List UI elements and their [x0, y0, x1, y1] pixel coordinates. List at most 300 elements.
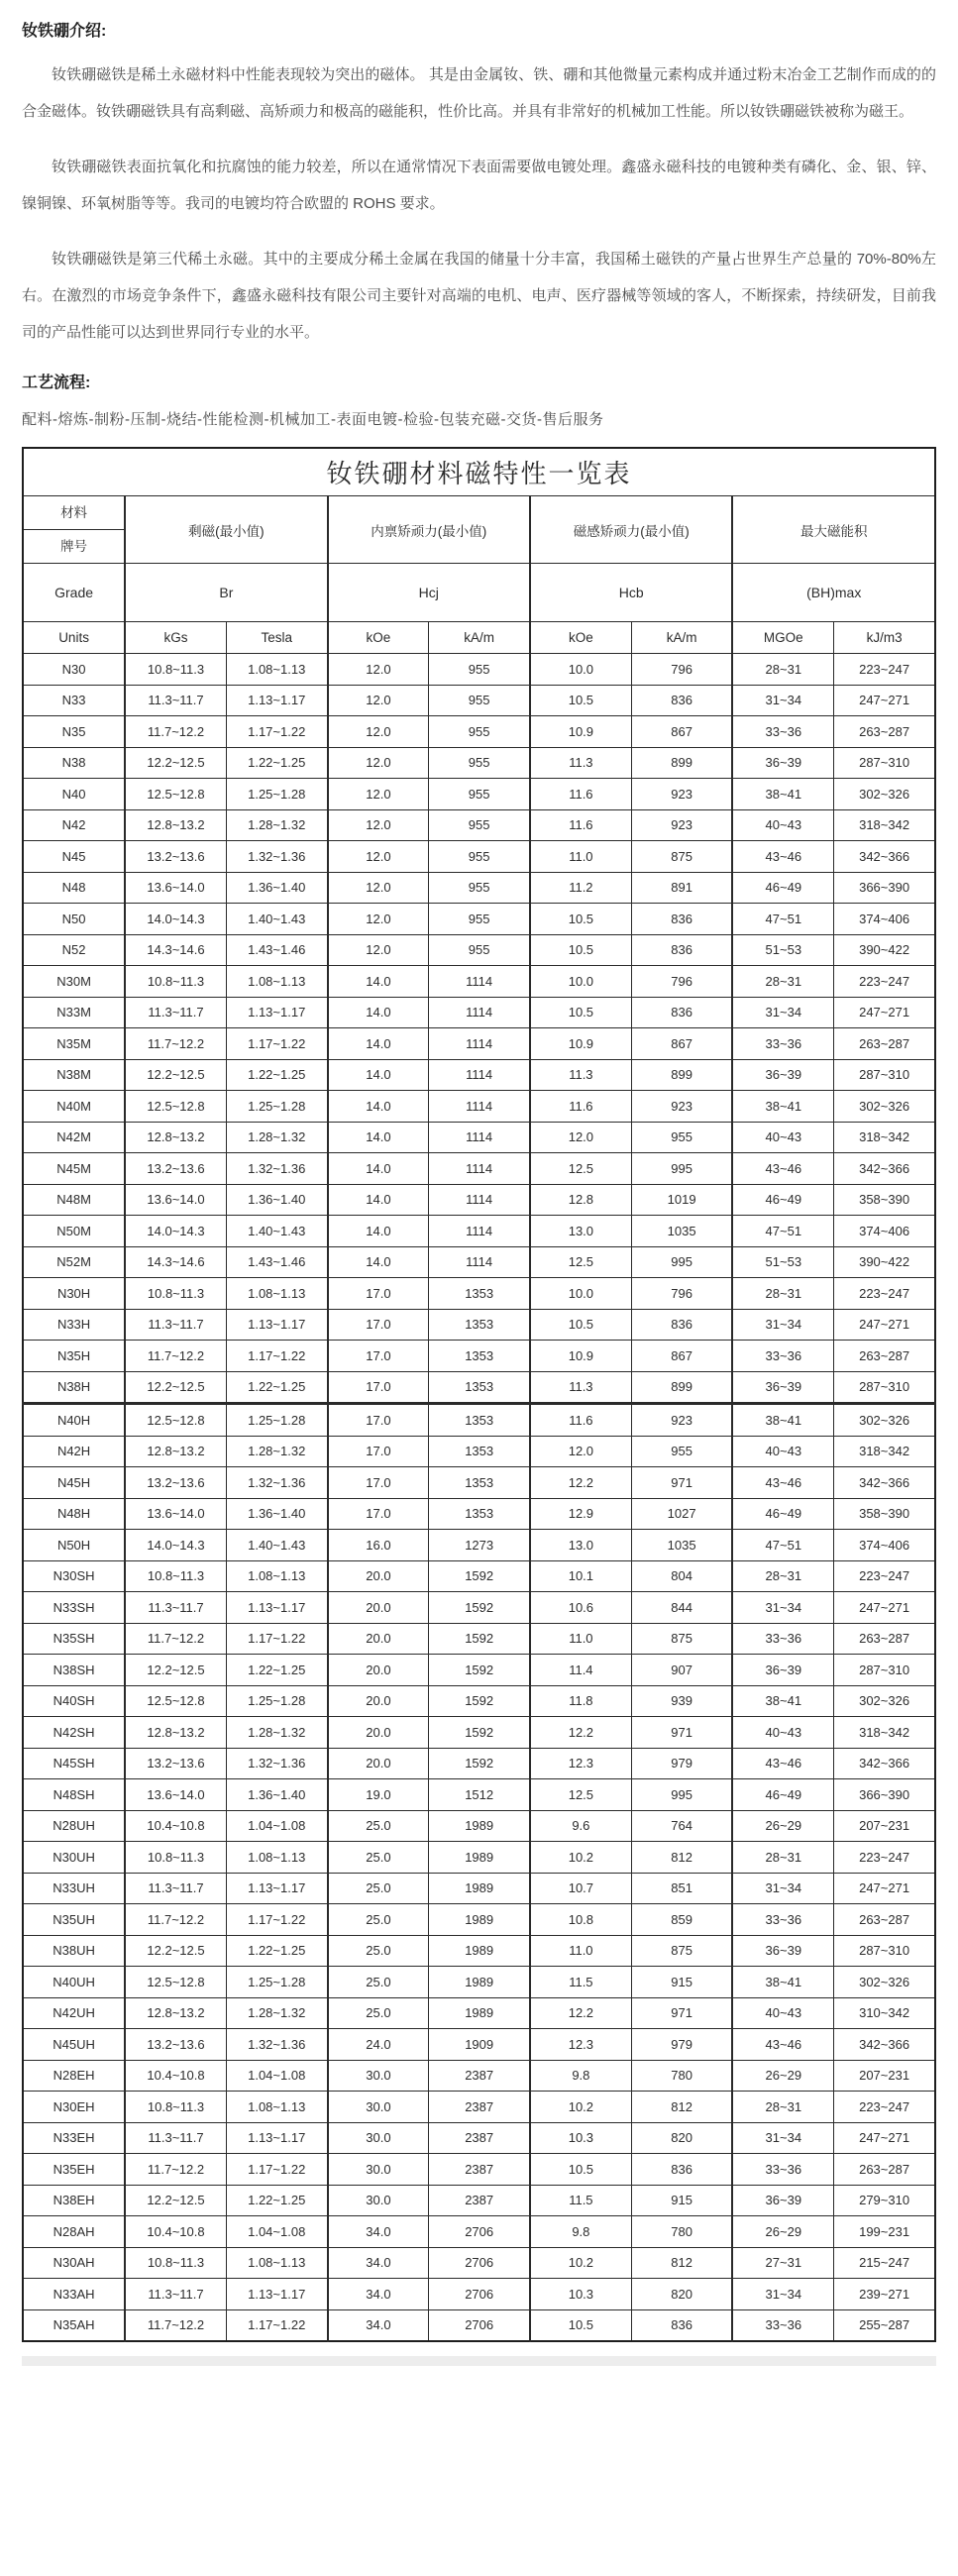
cell-hcj-koe: 12.0 — [328, 904, 429, 935]
cell-hcj-kam: 955 — [429, 809, 530, 841]
cell-bhmax-kjm3: 263~287 — [834, 716, 935, 748]
cell-br-tesla: 1.32~1.36 — [226, 1153, 327, 1185]
grade-label: Grade — [23, 564, 125, 622]
table-row — [23, 747, 935, 779]
cell-bhmax-mgoe: 33~36 — [732, 1623, 833, 1655]
cell-br-tesla: 1.13~1.17 — [226, 2279, 327, 2310]
table-row — [23, 1091, 935, 1123]
cell-br-tesla: 1.17~1.22 — [226, 1904, 327, 1936]
cell-bhmax-mgoe: 33~36 — [732, 1341, 833, 1372]
cell-hcj-kam: 1989 — [429, 1810, 530, 1842]
cell-hcb-kam: 820 — [631, 2279, 732, 2310]
cell-grade: N48 — [23, 872, 125, 904]
cell-bhmax-mgoe: 28~31 — [732, 966, 833, 998]
cell-hcb-koe: 10.8 — [530, 1904, 631, 1936]
cell-br-kgs: 14.0~14.3 — [125, 1530, 226, 1561]
cell-bhmax-mgoe: 40~43 — [732, 1717, 833, 1749]
cell-hcj-kam: 2387 — [429, 2122, 530, 2154]
cell-hcj-kam: 1592 — [429, 1685, 530, 1717]
cell-hcj-koe: 12.0 — [328, 654, 429, 686]
cell-br-kgs: 13.6~14.0 — [125, 1779, 226, 1811]
cell-hcb-koe: 11.5 — [530, 1967, 631, 1998]
cell-hcb-kam: 780 — [631, 2060, 732, 2092]
cell-grade: N35EH — [23, 2154, 125, 2186]
table-row — [23, 1842, 935, 1874]
cell-bhmax-mgoe: 46~49 — [732, 1779, 833, 1811]
cell-br-tesla: 1.32~1.36 — [226, 1748, 327, 1779]
cell-hcb-kam: 899 — [631, 1371, 732, 1404]
cell-hcj-koe: 30.0 — [328, 2122, 429, 2154]
cell-hcj-kam: 955 — [429, 685, 530, 716]
cell-hcb-koe: 12.3 — [530, 1748, 631, 1779]
cell-hcb-koe: 10.2 — [530, 2247, 631, 2279]
cell-hcb-koe: 10.2 — [530, 1842, 631, 1874]
cell-br-kgs: 13.6~14.0 — [125, 872, 226, 904]
cell-bhmax-kjm3: 247~271 — [834, 1309, 935, 1341]
cell-hcj-kam: 1592 — [429, 1592, 530, 1624]
cell-hcb-kam: 875 — [631, 1623, 732, 1655]
cell-grade: N30H — [23, 1278, 125, 1310]
cell-br-kgs: 13.2~13.6 — [125, 2029, 226, 2061]
cell-hcb-koe: 10.9 — [530, 716, 631, 748]
cell-hcj-kam: 1114 — [429, 1184, 530, 1216]
cell-bhmax-mgoe: 26~29 — [732, 2216, 833, 2248]
cell-hcb-koe: 11.3 — [530, 1059, 631, 1091]
cell-bhmax-kjm3: 318~342 — [834, 1122, 935, 1153]
table-row — [23, 1717, 935, 1749]
cell-hcb-koe: 10.3 — [530, 2122, 631, 2154]
table-row — [23, 1467, 935, 1499]
cell-hcb-koe: 11.8 — [530, 1685, 631, 1717]
cell-hcb-koe: 12.2 — [530, 1997, 631, 2029]
cell-grade: N30AH — [23, 2247, 125, 2279]
cell-hcj-kam: 1909 — [429, 2029, 530, 2061]
magnet-properties-table — [22, 447, 936, 2342]
cell-hcj-kam: 1512 — [429, 1779, 530, 1811]
cell-grade: N33SH — [23, 1592, 125, 1624]
cell-bhmax-kjm3: 342~366 — [834, 841, 935, 873]
cell-hcj-kam: 1989 — [429, 1842, 530, 1874]
cell-bhmax-mgoe: 38~41 — [732, 1404, 833, 1437]
cell-hcb-kam: 836 — [631, 934, 732, 966]
cell-grade: N40SH — [23, 1685, 125, 1717]
cell-hcj-kam: 1989 — [429, 1873, 530, 1904]
table-row — [23, 997, 935, 1028]
cell-hcb-kam: 939 — [631, 1685, 732, 1717]
cell-grade: N42SH — [23, 1717, 125, 1749]
cell-bhmax-kjm3: 318~342 — [834, 809, 935, 841]
cell-hcb-kam: 836 — [631, 2309, 732, 2341]
cell-hcj-koe: 17.0 — [328, 1436, 429, 1467]
cell-bhmax-kjm3: 287~310 — [834, 1935, 935, 1967]
table-row — [23, 1028, 935, 1060]
cell-hcb-koe: 10.6 — [530, 1592, 631, 1624]
cell-hcj-kam: 955 — [429, 779, 530, 810]
cell-bhmax-kjm3: 390~422 — [834, 1246, 935, 1278]
cell-hcb-koe: 10.0 — [530, 966, 631, 998]
cell-hcb-kam: 796 — [631, 1278, 732, 1310]
cell-hcb-kam: 796 — [631, 654, 732, 686]
cell-bhmax-kjm3: 302~326 — [834, 1091, 935, 1123]
cell-bhmax-mgoe: 43~46 — [732, 1467, 833, 1499]
cell-br-tesla: 1.25~1.28 — [226, 1091, 327, 1123]
cell-br-tesla: 1.28~1.32 — [226, 1436, 327, 1467]
cell-hcj-koe: 12.0 — [328, 747, 429, 779]
cell-grade: N40H — [23, 1404, 125, 1437]
cell-br-tesla: 1.32~1.36 — [226, 1467, 327, 1499]
cell-bhmax-kjm3: 263~287 — [834, 1623, 935, 1655]
cell-br-kgs: 13.2~13.6 — [125, 1153, 226, 1185]
unit-kam-hcj: kA/m — [429, 622, 530, 654]
cell-grade: N45SH — [23, 1748, 125, 1779]
table-row — [23, 2092, 935, 2123]
cell-br-kgs: 12.8~13.2 — [125, 1717, 226, 1749]
cell-br-kgs: 12.5~12.8 — [125, 1404, 226, 1437]
cell-hcj-kam: 1989 — [429, 1967, 530, 1998]
cell-hcj-koe: 17.0 — [328, 1371, 429, 1404]
cell-grade: N35UH — [23, 1904, 125, 1936]
cell-hcj-kam: 1989 — [429, 1997, 530, 2029]
cell-hcb-kam: 859 — [631, 1904, 732, 1936]
cell-br-tesla: 1.25~1.28 — [226, 1685, 327, 1717]
cell-hcb-koe: 12.8 — [530, 1184, 631, 1216]
cell-bhmax-mgoe: 47~51 — [732, 904, 833, 935]
cell-hcb-kam: 907 — [631, 1655, 732, 1686]
table-row — [23, 1059, 935, 1091]
cell-hcj-koe: 20.0 — [328, 1685, 429, 1717]
cell-hcj-kam: 1114 — [429, 1091, 530, 1123]
cell-br-kgs: 10.8~11.3 — [125, 966, 226, 998]
cell-bhmax-mgoe: 38~41 — [732, 1967, 833, 1998]
cell-hcb-koe: 10.5 — [530, 904, 631, 935]
cell-hcj-koe: 17.0 — [328, 1498, 429, 1530]
table-units-row — [23, 622, 935, 654]
header-material — [23, 496, 125, 564]
cell-hcb-kam: 851 — [631, 1873, 732, 1904]
cell-grade: N45 — [23, 841, 125, 873]
cell-hcj-koe: 25.0 — [328, 1935, 429, 1967]
cell-bhmax-kjm3: 207~231 — [834, 1810, 935, 1842]
cell-bhmax-kjm3: 342~366 — [834, 1153, 935, 1185]
table-row — [23, 841, 935, 873]
cell-hcb-koe: 12.3 — [530, 2029, 631, 2061]
table-row — [23, 1404, 935, 1437]
cell-hcb-kam: 867 — [631, 1028, 732, 1060]
unit-tesla: Tesla — [226, 622, 327, 654]
cell-br-kgs: 13.2~13.6 — [125, 1748, 226, 1779]
cell-br-kgs: 11.7~12.2 — [125, 1904, 226, 1936]
cell-br-tesla: 1.28~1.32 — [226, 1997, 327, 2029]
cell-hcb-koe: 13.0 — [530, 1530, 631, 1561]
cell-br-tesla: 1.22~1.25 — [226, 1935, 327, 1967]
cell-hcb-koe: 11.3 — [530, 1371, 631, 1404]
cell-hcb-kam: 812 — [631, 1842, 732, 1874]
cell-hcb-kam: 836 — [631, 997, 732, 1028]
grade-hcb: Hcb — [530, 564, 732, 622]
cell-br-kgs: 10.4~10.8 — [125, 2060, 226, 2092]
cell-hcj-kam: 2706 — [429, 2309, 530, 2341]
process-heading: 工艺流程: — [22, 375, 91, 391]
cell-hcj-kam: 2706 — [429, 2247, 530, 2279]
cell-hcj-kam: 1353 — [429, 1498, 530, 1530]
cell-hcj-kam: 955 — [429, 716, 530, 748]
cell-bhmax-mgoe: 33~36 — [732, 2154, 833, 2186]
cell-hcj-kam: 1114 — [429, 1059, 530, 1091]
cell-grade: N38H — [23, 1371, 125, 1404]
cell-hcj-kam: 955 — [429, 747, 530, 779]
cell-bhmax-kjm3: 302~326 — [834, 779, 935, 810]
table-row — [23, 1810, 935, 1842]
table-row — [23, 1967, 935, 1998]
cell-br-kgs: 11.3~11.7 — [125, 1592, 226, 1624]
cell-grade: N45H — [23, 1467, 125, 1499]
cell-hcb-kam: 995 — [631, 1779, 732, 1811]
cell-hcj-koe: 34.0 — [328, 2216, 429, 2248]
cell-br-kgs: 11.3~11.7 — [125, 1309, 226, 1341]
cell-grade: N38SH — [23, 1655, 125, 1686]
cell-hcj-koe: 25.0 — [328, 1904, 429, 1936]
cell-hcb-kam: 899 — [631, 747, 732, 779]
cell-br-kgs: 11.3~11.7 — [125, 2122, 226, 2154]
cell-hcj-koe: 17.0 — [328, 1341, 429, 1372]
cell-hcb-kam: 836 — [631, 685, 732, 716]
cell-grade: N35 — [23, 716, 125, 748]
cell-hcj-koe: 14.0 — [328, 1153, 429, 1185]
cell-grade: N38 — [23, 747, 125, 779]
cell-br-kgs: 10.8~11.3 — [125, 1278, 226, 1310]
cell-br-kgs: 10.8~11.3 — [125, 1842, 226, 1874]
intro-paragraph: 钕铁硼磁铁是稀土永磁材料中性能表现较为突出的磁体。 其是由金属钕、铁、硼和其他微量元素构成并通过粉末冶金工艺制作而成的的合金磁体。钕铁硼磁铁具有高剩磁、高矫顽力和极高的磁能积，性价比高。并具有非常好的机械加工性能。所以钕铁硼磁铁被称为磁王。 — [22, 66, 936, 120]
cell-br-kgs: 13.6~14.0 — [125, 1184, 226, 1216]
table-row — [23, 2279, 935, 2310]
cell-hcj-koe: 30.0 — [328, 2154, 429, 2186]
cell-hcb-kam: 836 — [631, 2154, 732, 2186]
cell-hcb-kam: 923 — [631, 809, 732, 841]
cell-bhmax-mgoe: 31~34 — [732, 1592, 833, 1624]
cell-br-tesla: 1.28~1.32 — [226, 1717, 327, 1749]
cell-grade: N40M — [23, 1091, 125, 1123]
table-row — [23, 1436, 935, 1467]
cell-br-kgs: 11.7~12.2 — [125, 716, 226, 748]
cell-br-tesla: 1.08~1.13 — [226, 2247, 327, 2279]
cell-grade: N33UH — [23, 1873, 125, 1904]
cell-hcb-koe: 10.5 — [530, 1309, 631, 1341]
cell-grade: N38UH — [23, 1935, 125, 1967]
cell-br-tesla: 1.13~1.17 — [226, 997, 327, 1028]
cell-hcb-koe: 11.4 — [530, 1655, 631, 1686]
cell-grade: N30M — [23, 966, 125, 998]
cell-hcj-koe: 17.0 — [328, 1278, 429, 1310]
cell-br-tesla: 1.32~1.36 — [226, 2029, 327, 2061]
cell-br-kgs: 12.5~12.8 — [125, 1967, 226, 1998]
cell-bhmax-kjm3: 255~287 — [834, 2309, 935, 2341]
cell-bhmax-mgoe: 36~39 — [732, 1059, 833, 1091]
table-row — [23, 872, 935, 904]
cell-hcj-kam: 1114 — [429, 1216, 530, 1247]
cell-grade: N42UH — [23, 1997, 125, 2029]
cell-br-kgs: 12.8~13.2 — [125, 1436, 226, 1467]
cell-br-tesla: 1.36~1.40 — [226, 1498, 327, 1530]
cell-br-tesla: 1.40~1.43 — [226, 1530, 327, 1561]
cell-hcb-kam: 764 — [631, 1810, 732, 1842]
cell-bhmax-kjm3: 374~406 — [834, 1216, 935, 1247]
cell-bhmax-mgoe: 33~36 — [732, 1028, 833, 1060]
cell-hcj-koe: 12.0 — [328, 872, 429, 904]
cell-bhmax-mgoe: 38~41 — [732, 1685, 833, 1717]
cell-br-tesla: 1.13~1.17 — [226, 2122, 327, 2154]
table-row — [23, 1997, 935, 2029]
header-material-top: 材料 — [60, 505, 88, 520]
cell-br-kgs: 12.8~13.2 — [125, 809, 226, 841]
header-group-hcb: 磁感矫顽力(最小值) — [530, 496, 732, 564]
cell-bhmax-mgoe: 38~41 — [732, 779, 833, 810]
cell-bhmax-kjm3: 247~271 — [834, 997, 935, 1028]
unit-koe-hcb: kOe — [530, 622, 631, 654]
table-row — [23, 1216, 935, 1247]
cell-hcj-kam: 955 — [429, 841, 530, 873]
cell-hcj-koe: 17.0 — [328, 1467, 429, 1499]
cell-bhmax-kjm3: 247~271 — [834, 685, 935, 716]
cell-hcj-kam: 2387 — [429, 2185, 530, 2216]
cell-hcj-kam: 1353 — [429, 1371, 530, 1404]
cell-bhmax-kjm3: 215~247 — [834, 2247, 935, 2279]
header-material-bottom: 牌号 — [24, 529, 124, 563]
cell-hcb-koe: 11.0 — [530, 1935, 631, 1967]
cell-br-tesla: 1.13~1.17 — [226, 1873, 327, 1904]
page-bottom-strip — [22, 2356, 936, 2366]
table-row — [23, 1873, 935, 1904]
cell-br-tesla: 1.08~1.13 — [226, 966, 327, 998]
cell-hcj-koe: 14.0 — [328, 1184, 429, 1216]
cell-br-kgs: 11.3~11.7 — [125, 2279, 226, 2310]
table-row — [23, 1153, 935, 1185]
cell-bhmax-mgoe: 47~51 — [732, 1216, 833, 1247]
cell-bhmax-mgoe: 40~43 — [732, 1122, 833, 1153]
cell-grade: N50H — [23, 1530, 125, 1561]
cell-bhmax-kjm3: 358~390 — [834, 1184, 935, 1216]
cell-bhmax-mgoe: 40~43 — [732, 809, 833, 841]
cell-bhmax-mgoe: 26~29 — [732, 2060, 833, 2092]
cell-hcb-kam: 995 — [631, 1246, 732, 1278]
cell-hcb-kam: 915 — [631, 1967, 732, 1998]
cell-hcb-koe: 10.5 — [530, 2309, 631, 2341]
cell-hcj-kam: 1592 — [429, 1560, 530, 1592]
cell-hcj-kam: 2387 — [429, 2060, 530, 2092]
cell-grade: N33 — [23, 685, 125, 716]
cell-br-tesla: 1.08~1.13 — [226, 1560, 327, 1592]
cell-bhmax-kjm3: 287~310 — [834, 1655, 935, 1686]
cell-bhmax-kjm3: 263~287 — [834, 1028, 935, 1060]
cell-grade: N33M — [23, 997, 125, 1028]
cell-hcb-kam: 867 — [631, 716, 732, 748]
cell-br-tesla: 1.25~1.28 — [226, 1404, 327, 1437]
cell-br-kgs: 13.2~13.6 — [125, 841, 226, 873]
cell-br-kgs: 12.2~12.5 — [125, 1655, 226, 1686]
cell-grade: N45UH — [23, 2029, 125, 2061]
cell-hcj-koe: 30.0 — [328, 2092, 429, 2123]
table-row — [23, 654, 935, 686]
table-row — [23, 1779, 935, 1811]
cell-bhmax-kjm3: 223~247 — [834, 1278, 935, 1310]
cell-br-kgs: 11.3~11.7 — [125, 997, 226, 1028]
cell-grade: N28EH — [23, 2060, 125, 2092]
cell-hcb-koe: 9.6 — [530, 1810, 631, 1842]
cell-br-kgs: 10.8~11.3 — [125, 1560, 226, 1592]
unit-kgs: kGs — [125, 622, 226, 654]
process-flow: 配料-熔炼-制粉-压制-烧结-性能检测-机械加工-表面电镀-检验-包装充磁-交货-售后服务 — [22, 411, 604, 428]
cell-hcj-koe: 14.0 — [328, 1216, 429, 1247]
cell-hcb-kam: 923 — [631, 1404, 732, 1437]
cell-br-tesla: 1.04~1.08 — [226, 2060, 327, 2092]
cell-bhmax-kjm3: 247~271 — [834, 1873, 935, 1904]
cell-br-kgs: 10.4~10.8 — [125, 2216, 226, 2248]
cell-bhmax-kjm3: 263~287 — [834, 2154, 935, 2186]
cell-hcb-koe: 11.6 — [530, 809, 631, 841]
cell-br-kgs: 12.8~13.2 — [125, 1997, 226, 2029]
grade-br: Br — [125, 564, 327, 622]
units-label: Units — [23, 622, 125, 654]
cell-hcj-kam: 1353 — [429, 1436, 530, 1467]
grade-bhmax: (BH)max — [732, 564, 935, 622]
table-row — [23, 966, 935, 998]
table-row — [23, 1655, 935, 1686]
cell-br-tesla: 1.40~1.43 — [226, 904, 327, 935]
cell-hcj-kam: 2387 — [429, 2092, 530, 2123]
cell-bhmax-kjm3: 223~247 — [834, 2092, 935, 2123]
cell-br-tesla: 1.08~1.13 — [226, 2092, 327, 2123]
cell-br-kgs: 10.8~11.3 — [125, 2092, 226, 2123]
cell-bhmax-mgoe: 33~36 — [732, 716, 833, 748]
cell-grade: N40UH — [23, 1967, 125, 1998]
cell-grade: N28UH — [23, 1810, 125, 1842]
cell-hcb-kam: 1027 — [631, 1498, 732, 1530]
cell-hcb-kam: 836 — [631, 1309, 732, 1341]
cell-bhmax-kjm3: 223~247 — [834, 1842, 935, 1874]
cell-grade: N28AH — [23, 2216, 125, 2248]
cell-hcj-koe: 12.0 — [328, 716, 429, 748]
table-row — [23, 2122, 935, 2154]
table-row — [23, 1560, 935, 1592]
cell-bhmax-mgoe: 47~51 — [732, 1530, 833, 1561]
cell-hcb-koe: 10.5 — [530, 685, 631, 716]
table-row — [23, 2029, 935, 2061]
cell-bhmax-mgoe: 28~31 — [732, 1842, 833, 1874]
cell-bhmax-kjm3: 310~342 — [834, 1997, 935, 2029]
table-row — [23, 2154, 935, 2186]
cell-grade: N38EH — [23, 2185, 125, 2216]
cell-hcj-koe: 20.0 — [328, 1623, 429, 1655]
cell-hcj-koe: 12.0 — [328, 841, 429, 873]
table-row — [23, 1623, 935, 1655]
cell-hcb-koe: 12.2 — [530, 1467, 631, 1499]
cell-bhmax-kjm3: 374~406 — [834, 1530, 935, 1561]
cell-hcb-kam: 1035 — [631, 1530, 732, 1561]
cell-hcb-koe: 12.5 — [530, 1246, 631, 1278]
cell-br-tesla: 1.25~1.28 — [226, 1967, 327, 1998]
cell-bhmax-mgoe: 31~34 — [732, 2122, 833, 2154]
cell-br-kgs: 12.2~12.5 — [125, 2185, 226, 2216]
cell-hcj-koe: 14.0 — [328, 1091, 429, 1123]
table-row — [23, 1498, 935, 1530]
cell-br-tesla: 1.36~1.40 — [226, 1184, 327, 1216]
table-row — [23, 809, 935, 841]
cell-grade: N33H — [23, 1309, 125, 1341]
cell-br-tesla: 1.13~1.17 — [226, 1309, 327, 1341]
cell-br-kgs: 10.8~11.3 — [125, 654, 226, 686]
cell-bhmax-kjm3: 279~310 — [834, 2185, 935, 2216]
cell-hcj-kam: 1114 — [429, 997, 530, 1028]
cell-hcb-kam: 979 — [631, 1748, 732, 1779]
